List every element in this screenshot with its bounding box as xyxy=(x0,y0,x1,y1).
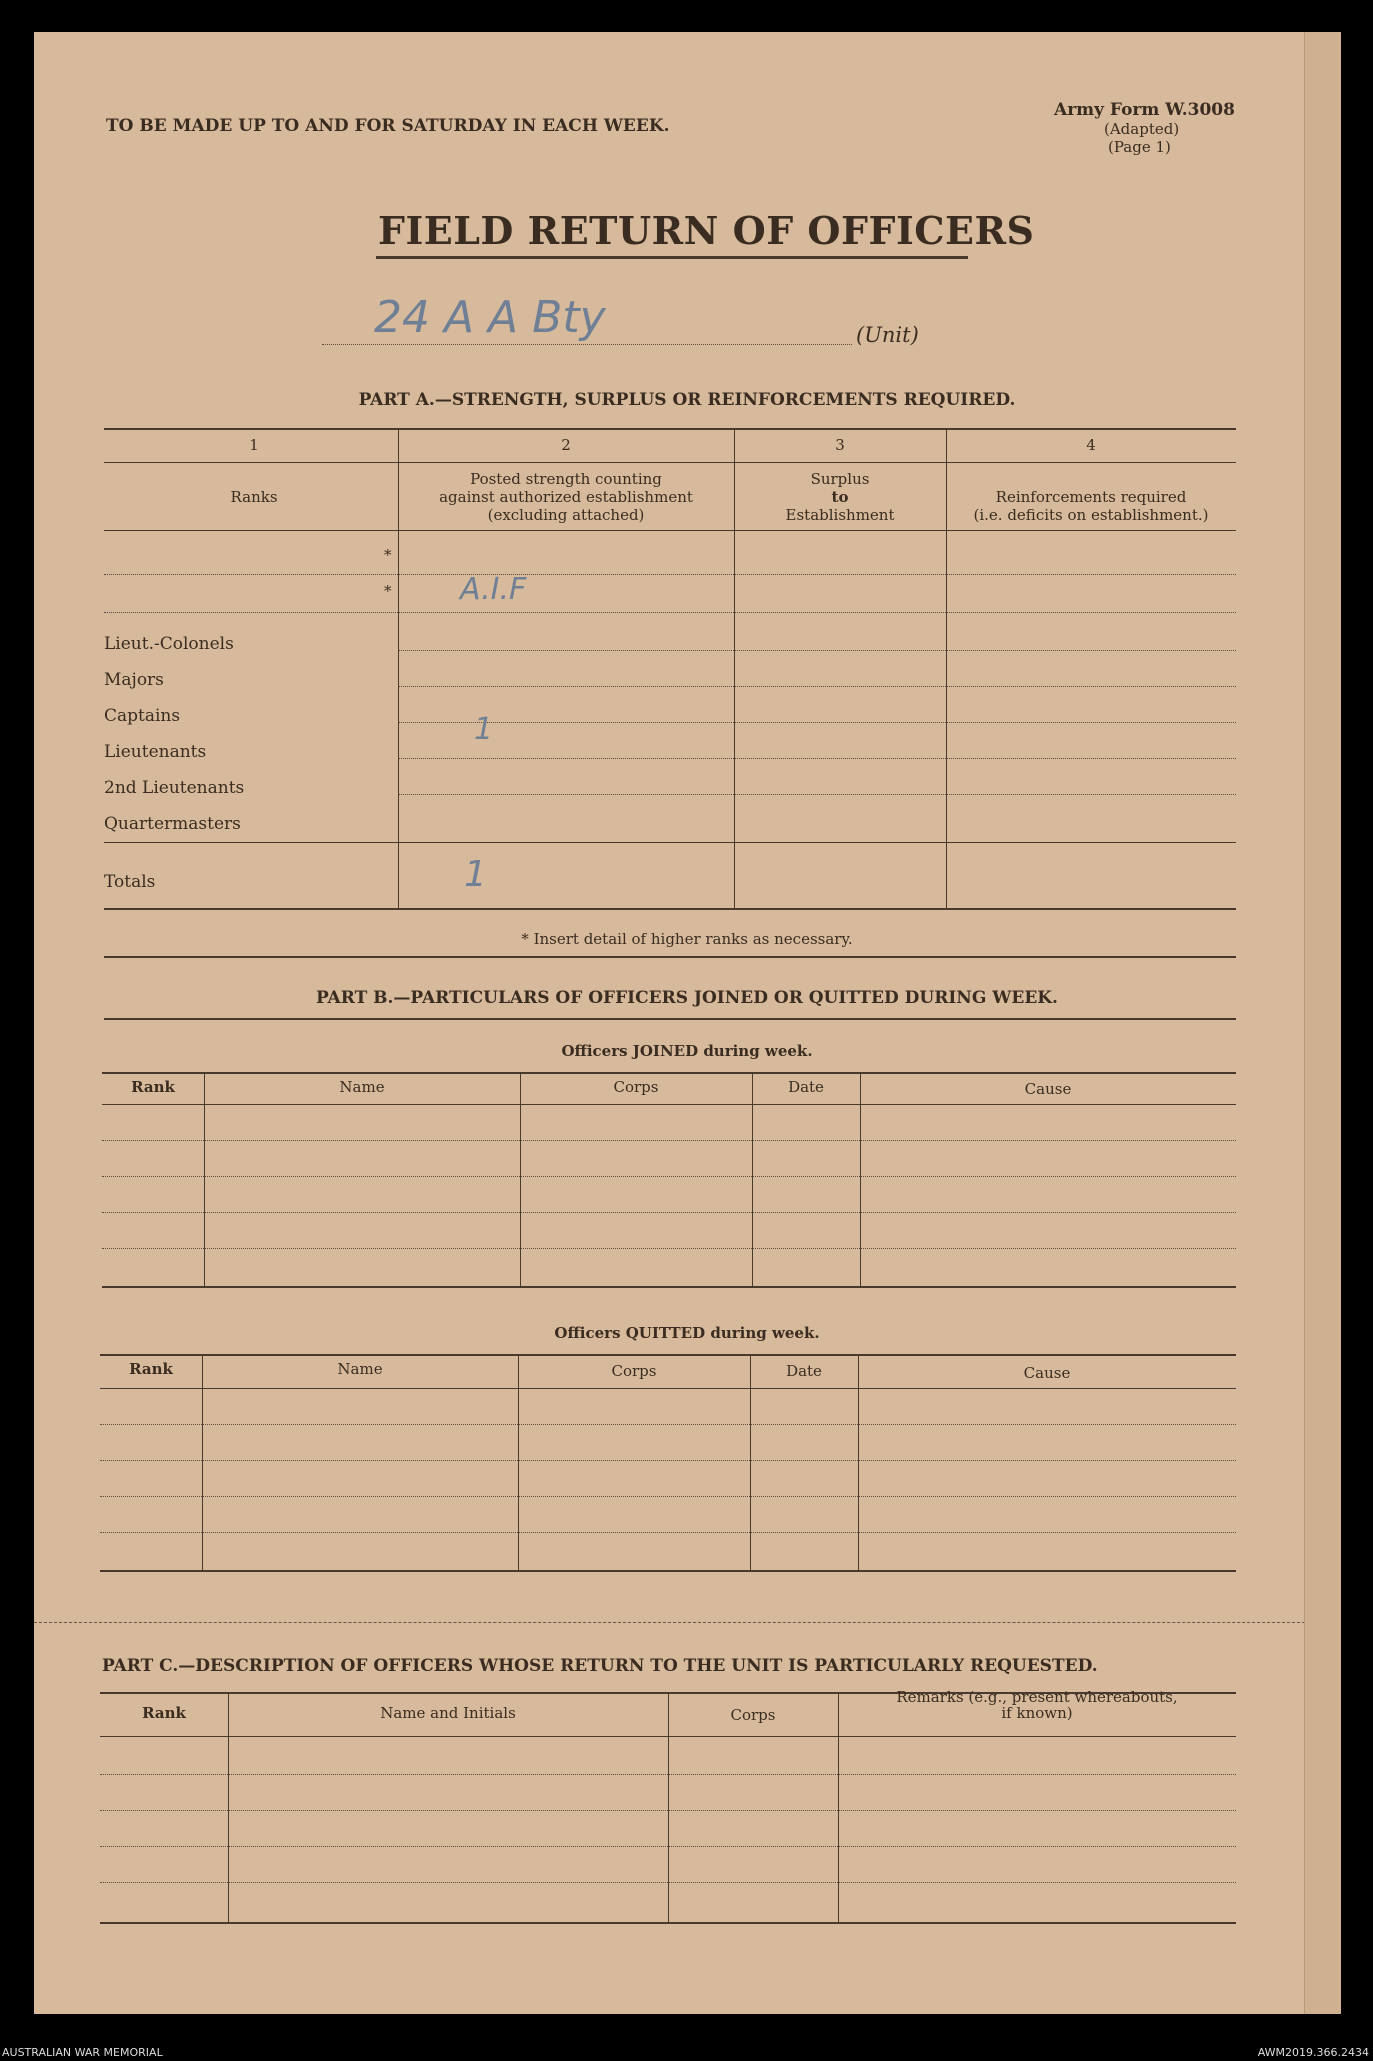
instruction-text: TO BE MADE UP TO AND FOR SATURDAY IN EACH WEEK. xyxy=(106,116,670,136)
part-c-vline-1 xyxy=(228,1692,229,1922)
rank-row-3-line xyxy=(398,722,1236,723)
part-a-bottom-rule xyxy=(104,908,1236,910)
joined-vline-3 xyxy=(752,1072,753,1286)
part-b-heading: PART B.—PARTICULARS OF OFFICERS JOINED OR QUITTED DURING WEEK. xyxy=(316,988,1058,1008)
handwritten-captains-count: 1 xyxy=(474,712,494,747)
title-underline xyxy=(376,256,968,259)
quitted-col-rank: Rank xyxy=(129,1360,173,1378)
col-header-surplus-3: Establishment xyxy=(785,506,895,524)
col-header-surplus-2: to xyxy=(831,488,849,506)
quitted-row-1 xyxy=(100,1424,1236,1425)
quitted-header-rule xyxy=(100,1388,1236,1389)
quitted-vline-4 xyxy=(858,1354,859,1570)
joined-bottom-rule xyxy=(102,1286,1236,1288)
rank-lieut-colonels: Lieut.-Colonels xyxy=(104,634,234,654)
joined-vline-4 xyxy=(860,1072,861,1286)
col-header-posted-1: Posted strength counting xyxy=(470,470,662,488)
col-header-surplus-1: Surplus xyxy=(810,470,870,488)
col-header-reinf-2: (i.e. deficits on establishment.) xyxy=(973,506,1209,524)
rank-row-1-line xyxy=(398,650,1236,651)
part-c-heading: PART C.—DESCRIPTION OF OFFICERS WHOSE RETURN TO THE UNIT IS PARTICULARLY REQUESTED. xyxy=(102,1656,1098,1676)
col-number-2: 2 xyxy=(561,436,571,454)
part-c-col-name: Name and Initials xyxy=(380,1704,516,1722)
quitted-vline-1 xyxy=(202,1354,203,1570)
asterisk-1: * xyxy=(384,546,392,564)
part-a-vline-2 xyxy=(734,428,735,908)
col-number-3: 3 xyxy=(835,436,845,454)
quitted-row-3 xyxy=(100,1496,1236,1497)
part-a-top-rule xyxy=(104,428,1236,430)
part-c-vline-3 xyxy=(838,1692,839,1922)
part-a-totals-rule xyxy=(104,842,1236,843)
unit-handwritten: 24 A A Bty xyxy=(374,292,606,343)
col-header-posted-3: (excluding attached) xyxy=(487,506,645,524)
rank-row-4-line xyxy=(398,758,1236,759)
rank-2nd-lieutenants: 2nd Lieutenants xyxy=(104,778,245,798)
part-a-vline-3 xyxy=(946,428,947,908)
footnote: * Insert detail of higher ranks as necessary. xyxy=(521,930,853,948)
form-page-number: (Page 1) xyxy=(1108,138,1171,156)
asterisk-2: * xyxy=(384,582,392,600)
quitted-vline-3 xyxy=(750,1354,751,1570)
part-a-header-rule xyxy=(104,530,1236,531)
perforation-line xyxy=(34,1622,1340,1623)
joined-vline-2 xyxy=(520,1072,521,1286)
rank-quartermasters: Quartermasters xyxy=(104,814,241,834)
joined-header-rule xyxy=(102,1104,1236,1105)
col-number-4: 4 xyxy=(1086,436,1096,454)
asterisk-row-1-line xyxy=(104,574,1236,575)
quitted-bottom-rule xyxy=(100,1570,1236,1572)
quitted-col-name: Name xyxy=(337,1360,383,1378)
joined-col-cause: Cause xyxy=(1024,1080,1072,1098)
quitted-vline-2 xyxy=(518,1354,519,1570)
joined-col-name: Name xyxy=(339,1078,385,1096)
unit-dotted-line xyxy=(322,344,852,345)
joined-col-date: Date xyxy=(788,1078,824,1096)
quitted-row-4 xyxy=(100,1532,1236,1533)
joined-col-corps: Corps xyxy=(613,1078,659,1096)
rank-row-2-line xyxy=(398,686,1236,687)
handwritten-aif: A.I.F xyxy=(460,572,527,607)
col-header-posted-2: against authorized establishment xyxy=(439,488,693,506)
footer-left: AUSTRALIAN WAR MEMORIAL xyxy=(2,2046,163,2059)
quitted-heading: Officers QUITTED during week. xyxy=(554,1324,820,1342)
part-c-bottom-rule xyxy=(100,1922,1236,1924)
part-c-vline-2 xyxy=(668,1692,669,1922)
part-c-col-rank: Rank xyxy=(142,1704,186,1722)
part-c-col-corps: Corps xyxy=(730,1706,776,1724)
joined-col-rank: Rank xyxy=(131,1078,175,1096)
form-page xyxy=(34,32,1340,2014)
footnote-rule xyxy=(104,956,1236,958)
col-number-1: 1 xyxy=(249,436,259,454)
rank-row-5-line xyxy=(398,794,1236,795)
joined-heading: Officers JOINED during week. xyxy=(561,1042,813,1060)
joined-row-1 xyxy=(102,1140,1236,1141)
totals-label: Totals xyxy=(104,872,156,892)
form-title: FIELD RETURN OF OFFICERS xyxy=(378,208,1035,253)
col-header-reinf-1: Reinforcements required xyxy=(995,488,1187,506)
part-c-col-remarks-2: if known) xyxy=(1001,1704,1073,1722)
rank-captains: Captains xyxy=(104,706,181,726)
unit-label: (Unit) xyxy=(856,323,919,347)
part-c-col-remarks-1: Remarks (e.g., present whereabouts, xyxy=(896,1688,1178,1706)
quitted-top-rule xyxy=(100,1354,1236,1356)
form-adapted: (Adapted) xyxy=(1104,120,1180,138)
form-number: Army Form W.3008 xyxy=(1054,100,1235,120)
rank-lieutenants: Lieutenants xyxy=(104,742,207,762)
joined-row-4 xyxy=(102,1248,1236,1249)
handwritten-totals: 1 xyxy=(464,854,487,895)
part-a-heading xyxy=(34,390,1340,410)
joined-vline-1 xyxy=(204,1072,205,1286)
quitted-row-2 xyxy=(100,1460,1236,1461)
col-header-ranks: Ranks xyxy=(230,488,278,506)
quitted-col-date: Date xyxy=(786,1362,822,1380)
part-b-rule xyxy=(104,1018,1236,1020)
part-a-number-rule xyxy=(104,462,1236,463)
joined-top-rule xyxy=(102,1072,1236,1074)
footer-right: AWM2019.366.2434 xyxy=(1257,2046,1369,2059)
quitted-col-corps: Corps xyxy=(611,1362,657,1380)
quitted-col-cause: Cause xyxy=(1023,1364,1071,1382)
asterisk-row-2-line xyxy=(104,612,1236,613)
joined-row-2 xyxy=(102,1176,1236,1177)
joined-row-3 xyxy=(102,1212,1236,1213)
part-a-heading-text: PART A.—STRENGTH, SURPLUS OR REINFORCEMENTS REQUIRED. xyxy=(358,390,1016,410)
rank-majors: Majors xyxy=(104,670,164,690)
part-a-vline-1 xyxy=(398,428,399,908)
